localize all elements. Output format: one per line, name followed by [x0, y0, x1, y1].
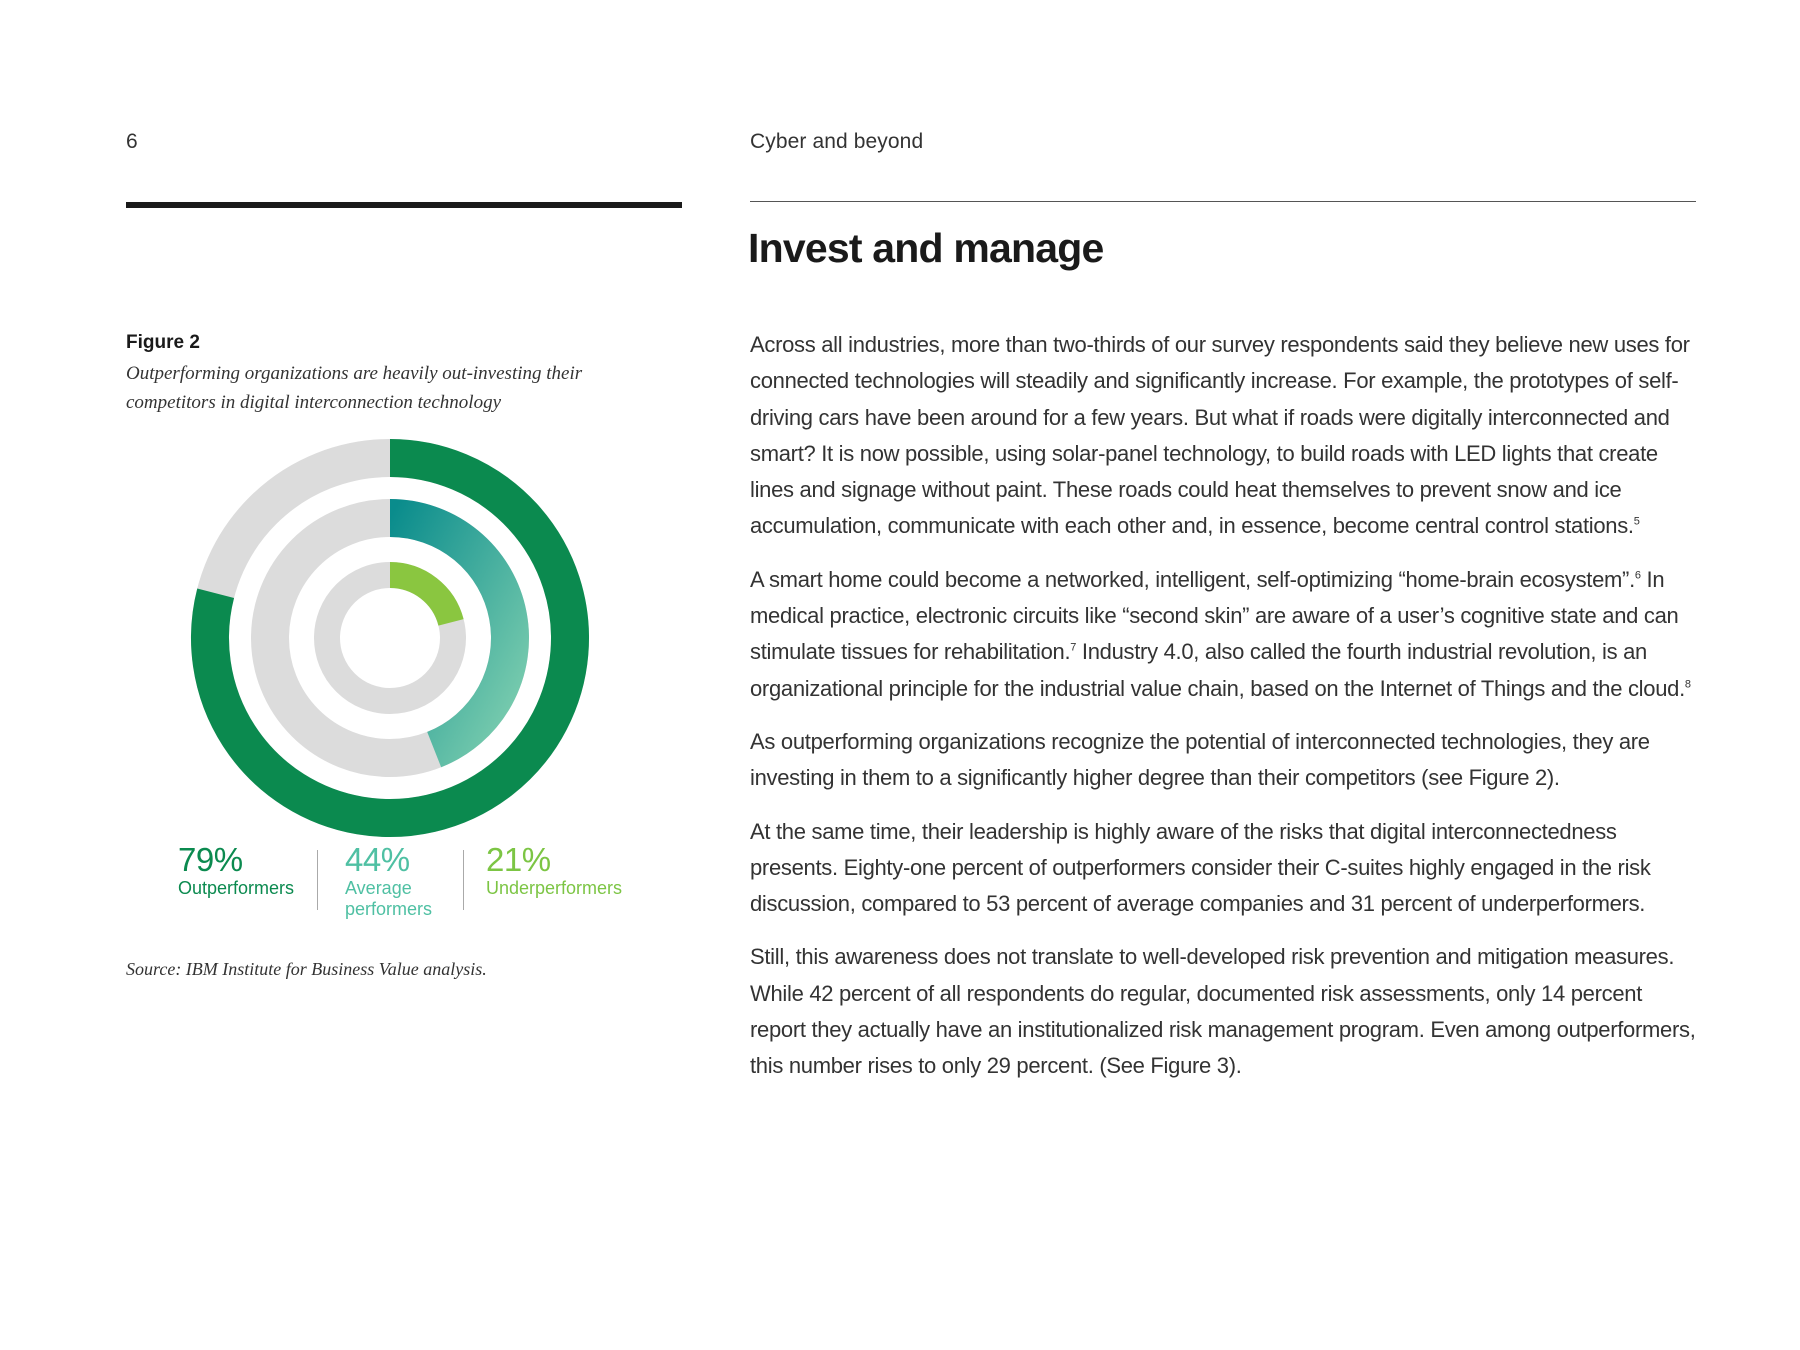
paragraph	[750, 327, 1700, 545]
paragraph	[750, 562, 1700, 707]
running-title: Cyber and beyond	[750, 130, 924, 153]
body-text	[750, 327, 1700, 1102]
stat-outperformers-label: Outperformers	[178, 878, 295, 898]
stat-average-percent: 44%	[345, 841, 410, 878]
page-number: 6	[126, 130, 138, 153]
stat-outperformers-percent: 79%	[178, 841, 243, 878]
stat-divider	[317, 850, 318, 910]
figure-top-rule	[126, 202, 682, 208]
stat-average	[345, 842, 455, 920]
figure-label: Figure 2	[126, 332, 200, 353]
stat-underperformers-label: Underperformers	[486, 878, 623, 898]
ring-bar-underperformers	[390, 575, 451, 622]
paragraph: At the same time, their leadership is highly aware of the risks that digital interconnectedness presents. Eighty-one percent of outperformers consider their C-suites highly engaged in the risk discussion, compared to 53 percent of average companies and 31 percent of underperformers.	[750, 818, 1651, 917]
section-top-rule	[750, 201, 1696, 202]
paragraph: As outperforming organizations recognize the potential of interconnected technologies, they are investing in them to a significantly higher degree than their competitors (see Figure 2).	[750, 728, 1650, 791]
paragraph-text: Industry 4.0, also called the fourth industrial revolution, is an organizational principle for the industrial value chain, based on the Internet of Things and the cloud.	[750, 639, 1685, 701]
footnote-ref: 8	[1684, 678, 1691, 691]
radial-bar-chart	[190, 438, 590, 838]
paragraph-text: Across all industries, more than two-thirds of our survey respondents said they believe new uses for connected technologies will steadily and significantly increase. For example, the prototypes of self-driving cars have been around for a few years. But what if roads were digitally interconnected and smart? It is now possible, using solar-panel technology, to build roads with LED lights that create lines and signage without paint. These roads could heat themselves to prevent snow and ice accumulation, communicate with each other and, in essence, become central control stations.	[750, 332, 1690, 539]
paragraph-text: A smart home could become a networked, intelligent, self-optimizing “home-brain ecosystem”.	[750, 566, 1635, 592]
footnote-ref: 5	[1633, 516, 1640, 529]
figure-caption: Outperforming organizations are heavily out-investing their competitors in digital interconnection technology	[126, 363, 583, 413]
paragraph-text: In medical practice, electronic circuits like “second skin” are aware of a user’s cognitive state and can stimulate tissues for rehabilitation.	[750, 566, 1679, 665]
stat-underperformers	[486, 842, 622, 899]
footnote-ref: 7	[1070, 642, 1077, 655]
paragraph: Still, this awareness does not translate to well-developed risk prevention and mitigation measures. While 42 percent of all respondents do regular, documented risk assessments, only 14 percent report they actually have an institutionalized risk management program. Even among outperformers, this number rises to only 29 percent. (See Figure 3).	[750, 944, 1696, 1079]
stat-underperformers-percent: 21%	[486, 841, 551, 878]
stat-average-label: Average performers	[345, 878, 433, 919]
stat-outperformers	[178, 842, 294, 899]
figure-source: Source: IBM Institute for Business Value analysis.	[126, 959, 487, 979]
stat-divider	[463, 850, 464, 910]
footnote-ref: 6	[1634, 569, 1641, 582]
section-title: Invest and manage	[748, 225, 1104, 271]
